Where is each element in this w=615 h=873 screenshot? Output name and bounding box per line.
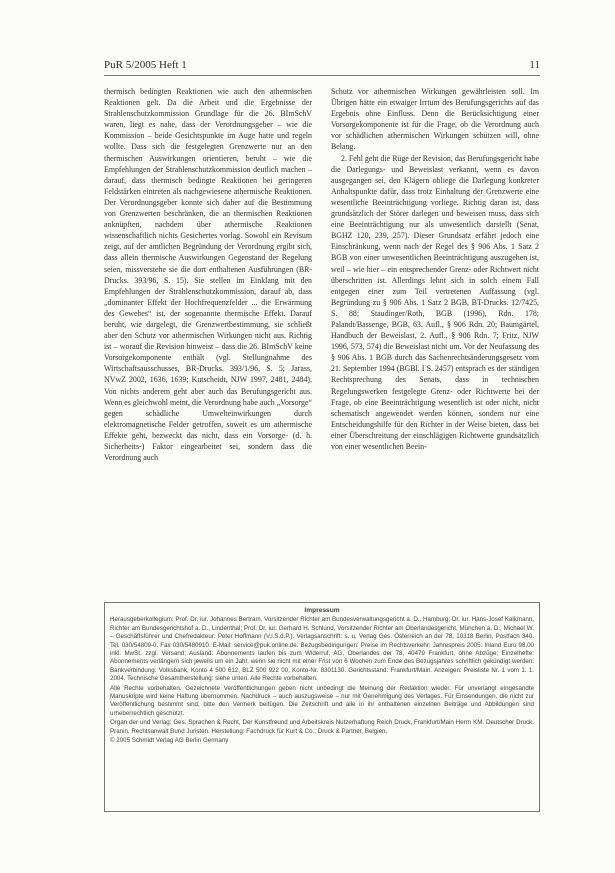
journal-title: PuR 5/2005 Heft 1 xyxy=(104,59,187,71)
header-rule xyxy=(104,75,540,76)
left-column xyxy=(104,86,312,598)
imprint-box xyxy=(104,602,540,812)
imprint-paragraph-3: Organ der und Verlag: Ges. Sprachen & Recht, Der Kunstfreund und Arbeitskreis Nutzerhaftung Reich Druck, Frankfurt/Main Herrn KM. Deutscher Druck. Pranin, Rechtsanwalt Bund Juristen. Herstellung: Fachdruck für Kurt & Co.; Druck & Partner, Belgien. xyxy=(110,719,534,735)
running-header xyxy=(104,58,540,72)
imprint-paragraph-1: Herausgeberkollegium: Prof. Dr. iur. Johannes Bertram, Vorsitzender Richter am Bundesverwaltungsgericht a. D., Hamburg; Dr. iur. Hans-Josef Kalkmann, Richter am Bundesgerichtshof a. D., Lindenthal; Prof. Dr. iur. Gerhard H. Schlund, Vorsitzender Richter am Oberlandesgericht, München a. D.; Michael W. – Geschäftsführer und Chefredakteur: Peter Hoffmann (V.i.S.d.P.). Verlagsanschrift: s. u. Verlag Ges. Österreich an der 78, 10318 Berlin, Postfach 340. Tel. 030/54809-0, Fax 030/5480910. E-Mail: service@puk.online.de. Bezugsbedingungen: Preise im Rechtsverkehr: Jahrespreis 2005: Inland Euro 98,00 inkl. MwSt. zzgl. Versand; Ausland: Abonnements laufen bis zum Widerruf, AG, Oberlandes der 78, 40479 Frankfurt, ohne Abzüge; Einzelhefte: Abonnements verlängern sich jeweils um ein Jahr, wenn sie nicht mit einer Frist von 6 Wochen zum Ende des Bezugsjahres schriftlich gekündigt werden. Bankverbindung: Volksbank, Konto 4 500 612, BLZ 500 922 00, Konto-Nr. 8301130. Gerichtsstand: Frankfurt/Main. Anzeigen: Preisliste Nr. 1 vom 1. 1. 2004. Technische Gesamtherstellung: siehe unten. Alle Rechte vorbehalten. xyxy=(110,616,534,683)
imprint-paragraph-4: © 2005 Schmidt Verlag AG Berlin Germany xyxy=(110,737,229,745)
right-column xyxy=(331,86,539,598)
left-paragraph-1: thermisch bedingten Reaktionen wie auch den athermischen Reaktionen gelt. Da die Arbeit und die Ergebnisse der Strahlenschutzkommission Grundlage für die 26. BImSchV waren, liegt es nahe, dass der Verordnungsgeber – wie die Kommission – beide Gesichtspunkte im Auge hatte und regeln wollte. Dass sich die festgelegten Grenzwerte nur an den thermischen Auswirkungen orientieren, beruht – wie die Empfehlungen der Strahlenschutzkommission deutlich machen – darauf, dass thermisch bedingte Reaktionen bei geringeren Feldstärken eintreten als nachgewiesene athermische Reaktionen. Der Verordnungsgeber konnte sich daher auf die Bestimmung von Grenzwerten beschränken, die an thermischen Reaktionen anknüpften, nachdem über athermische Reaktionen wissenschaftlich nichts Gesichertes vorlag. Sowohl ein Revisum zeigt, auf der amtlichen Begründung der Verordnung ergibt sich, dass allein thermische Auswirkungen Gegenstand der Regelung seien, missverstehe sie die dort enthaltenen Ausführungen (BR-Drucks. 393/96, S. 15). Sie stellen im Einklang mit den Empfehlungen der Strahlenschutzkommission, darauf ab, dass „dominanter Effekt der Hochfrequenzfelder ... die Erwärmung des Gewebes“ ist, der sogenannte thermische Effekt. Darauf beruht, wie dargelegt, die Grenzwertbestimmung, sie schließt aber den Schutz vor athermischen Wirkungen nicht aus. Richtig ist – worauf die Revision hinweist – dass die 26. BImSchV keine Vorsorgekomponente enthält (vgl. Stellungnahme des Wirtschaftsausschusses, BR-Drucks. 393/1/96, S. 5; Jarass, NVwZ 2002, 1636, 1639; Kutscheidt, NJW 1997, 2481, 2484). Von nichts anderem geht aber auch das Berufungsgericht aus. Wenn es gleichwohl meint, die Verordnung habe auch „Vorsorge“ gegen schädliche Umwelteinwirkungen durch elektromagnetische Felder getroffen, soweit es um athermische Effekte geht, bezweckt das nicht, dass ein Vorsorge- (d. h. Sicherheits-) Faktor eingearbeitet sei, sondern dass die Verordnung auch xyxy=(104,87,312,463)
page-number: 11 xyxy=(529,59,540,71)
right-paragraph-1: Schutz vor athermischen Wirkungen gewährleisten soll. Im Übrigen hätte ein etwaiger Irrtum des Berufungsgerichts auf das Ergebnis ohne Einfluss. Denn die Berücksichtigung einer Vorsorgekomponente ist für die Frage, ob die Verordnung auch vor schädlichen athermischen Wirkungen schützen will, ohne Belang. xyxy=(331,87,539,152)
imprint-paragraph-2: Alle Rechte vorbehalten. Gezeichnete Veröffentlichungen geben nicht unbedingt die Meinung der Redaktion wieder. Für unverlangt eingesandte Manuskripte wird keine Haftung übernommen. Nachdruck – auch auszugsweise – nur mit Genehmigung des Verlages. Für Einsendungen, die nicht zur Veröffentlichung bestimmt sind, bitte den Vermerk beifügen. Die Zeitschrift und alle in ihr enthaltenen einzelnen Beiträge und Abbildungen sind urheberrechtlich geschützt. xyxy=(110,684,534,717)
right-paragraph-2: 2. Fehl geht die Rüge der Revision, das Berufungsgericht habe die Darlegungs- und Beweislast verkannt, wenn es davon ausgegangen sei, den Klägern obliege die Darlegung konkreter Anhaltspunkte dafür, dass trotz Einhaltung der Grenzwerte eine wesentliche Beeinträchtigung vorliege. Richtig daran ist, dass grundsätzlich der Störer darlegen und beweisen muss, dass sich eine Beeinträchtigung nur als unwesentlich darstellt (Senat, BGHZ 120, 239, 257). Dieser Grundsatz erfährt jedoch eine Einschränkung, wenn nach der Regel des § 906 Abs. 1 Satz 2 BGB von einer unwesentlichen Beeinträchtigung auszugehen ist, weil – wie hier – ein entsprechender Grenz- oder Richtwert nicht überschritten ist. Allerdings lehnt sich in solch einem Fall entgegen einer zum Teil vertretenen Auffassung (vgl. Begründung zu § 906 Abs. 1 Satz 2 BGB, BT-Drucks. 12/7425, S. 88; Staudinger/Roth, BGB (1996), Rdn. 178; Palandt/Bassenge, BGB, 63. Aufl., § 906 Rdn. 20; Baumgärtel, Handbuch der Beweislast, 2. Aufl., § 906 Rdn. 7; Fritz, NJW 1996, 573, 574) die Beweislast nicht um. Vor der Neufassung des § 906 Abs. 1 BGB durch das Sachenrechtsänderungsgesetz vom 21. September 1994 (BGBl. I S. 2457) entsprach es der ständigen Rechtsprechung des Senats, dass in technischen Regelungswerken festgelegte Grenz- oder Richtwerte bei der Frage, ob eine Beeinträchtigung wesentlich ist oder nicht, nicht schematisch angewendet werden können, sondern nur eine Entscheidungshilfe für den Richter in der Weise bieten, dass bei einer Überschreitung der einschlägigen Richtwerte grundsätzlich von einer wesentlichen Beein- xyxy=(331,153,539,451)
imprint-title: Impressum xyxy=(304,607,340,614)
